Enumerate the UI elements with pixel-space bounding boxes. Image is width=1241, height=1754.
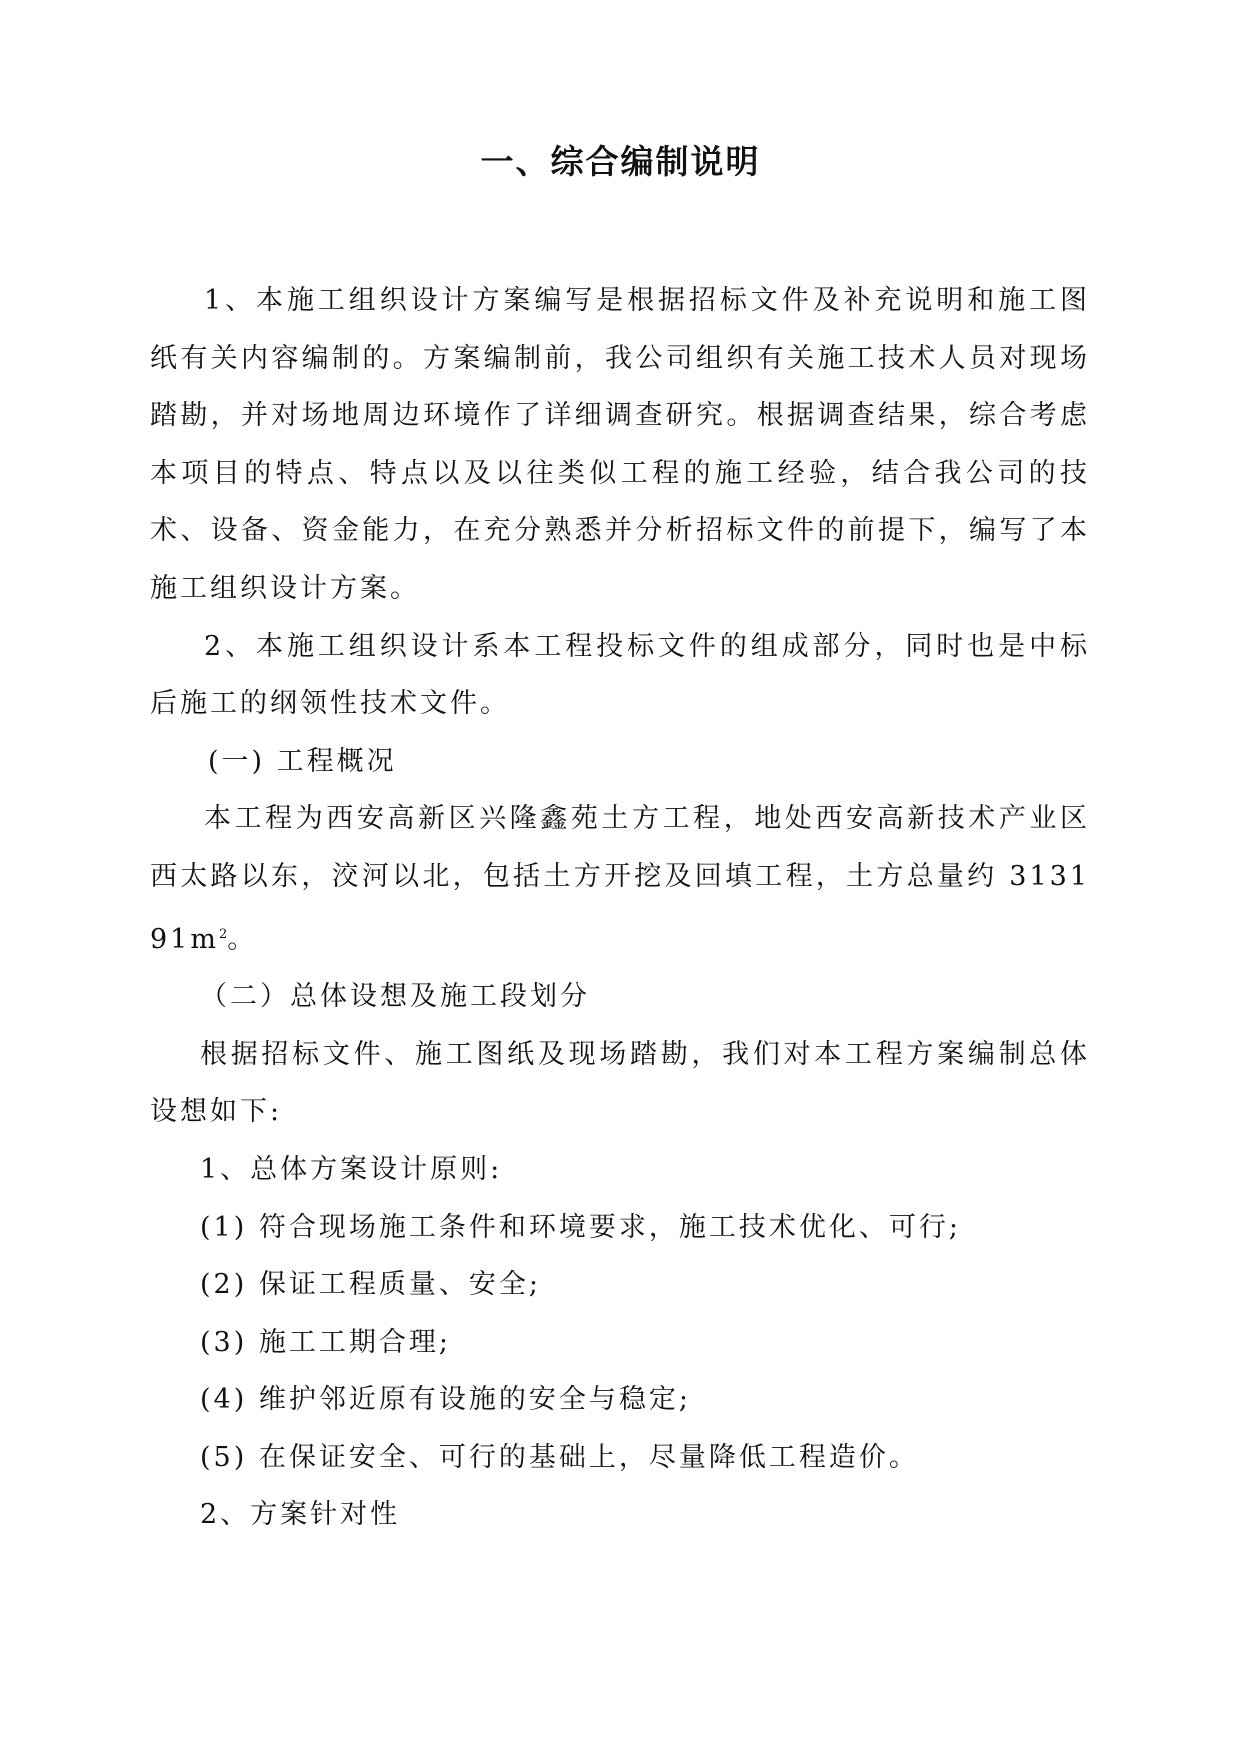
list-item: (1) 符合现场施工条件和环境要求，施工技术优化、可行; <box>200 1211 961 1243</box>
paragraph-overall-plan: 根据招标文件、施工图纸及现场踏勘，我们对本工程方案编制总体设想如下: <box>150 1038 1090 1128</box>
list-item: (4) 维护邻近原有设施的安全与稳定; <box>200 1384 691 1416</box>
list-item: (2) 保证工程质量、安全; <box>200 1269 541 1301</box>
project-overview-end: 。 <box>227 923 258 955</box>
project-overview-text: 本工程为西安高新区兴隆鑫苑土方工程，地处西安高新技术产业区西太路以东，洨河以北，包括土方开挖及回填工程，土方总量约 313191m <box>150 803 1090 955</box>
paragraph-project-overview <box>150 790 1090 968</box>
document-body <box>150 272 1090 1544</box>
section-heading-overall-plan: （二）总体设想及施工段划分 <box>200 981 590 1013</box>
paragraph-design-principles: 1、总体方案设计原则: <box>200 1153 503 1185</box>
paragraph-plan-targeting: 2、方案针对性 <box>200 1499 401 1531</box>
paragraph-purpose: 2、本施工组织设计系本工程投标文件的组成部分，同时也是中标后施工的纲领性技术文件。 <box>150 630 1090 720</box>
page-title: 一、综合编制说明 <box>480 142 761 181</box>
list-item: (3) 施工工期合理; <box>200 1326 451 1358</box>
section-heading-project-overview: (一) 工程概况 <box>208 745 397 777</box>
unit-superscript: 2 <box>218 926 228 942</box>
list-item: (5) 在保证安全、可行的基础上，尽量降低工程造价。 <box>200 1441 919 1473</box>
paragraph-basis: 1、本施工组织设计方案编写是根据招标文件及补充说明和施工图纸有关内容编制的。方案编制前，我公司组织有关施工技术人员对现场踏勘，并对场地周边环境作了详细调查研究。根据调查结果，综合考虑本项目的特点、特点以及以往类似工程的施工经验，结合我公司的技术、设备、资金能力，在充分熟悉并分析招标文件的前提下，编写了本施工组织设计方案。 <box>150 285 1090 604</box>
